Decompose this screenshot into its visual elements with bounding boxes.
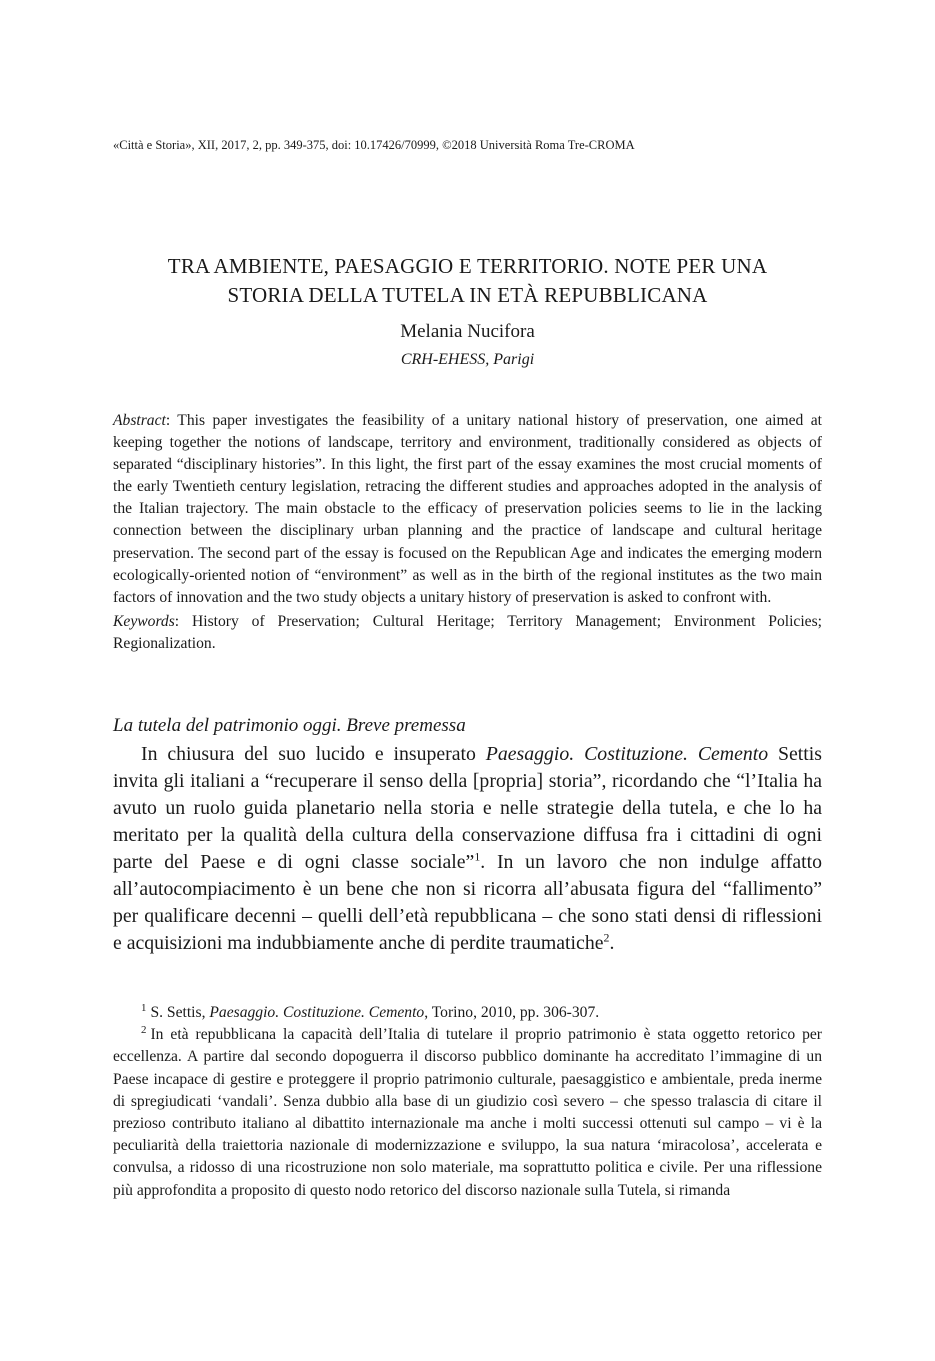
- title-line-2: STORIA DELLA TUTELA IN ETÀ REPUBBLICANA: [227, 283, 708, 307]
- keywords-paragraph: [113, 611, 822, 655]
- footnotes: [113, 1002, 822, 1202]
- author-affiliation: CRH-EHESS, Parigi: [400, 351, 535, 368]
- section-heading: La tutela del patrimonio oggi. Breve premessa: [113, 715, 466, 736]
- footnote-2: [113, 1024, 822, 1202]
- footnote-ref-1[interactable]: 1: [474, 849, 481, 864]
- author-name: Melania Nucifora: [400, 321, 535, 342]
- keywords-text: : History of Preservation; Cultural Heritage; Territory Management; Environment Policies; Regionalization.: [113, 612, 822, 652]
- footnote-text: , Torino, 2010, pp. 306-307.: [424, 1004, 600, 1021]
- article-title: [113, 252, 822, 310]
- body-paragraph: [113, 741, 822, 957]
- body-text-segment: In chiusura del suo lucido e insuperato: [141, 743, 486, 765]
- body-text: [113, 741, 822, 957]
- abstract-block: [113, 410, 822, 655]
- keywords-label: Keywords: [113, 612, 175, 630]
- book-title-italic: Paesaggio. Costituzione. Cemento: [485, 743, 769, 765]
- footnote-number: 1: [141, 1001, 147, 1014]
- body-text-segment: .: [609, 932, 615, 954]
- footnote-italic: Paesaggio. Costituzione. Cemento: [209, 1004, 425, 1021]
- running-head: «Città e Storia», XII, 2017, 2, pp. 349-375, doi: 10.17426/70999, ©2018 Università Roma Tre-CROMA: [113, 138, 635, 152]
- body-text-segment: . In un lavoro che non indulge affatto all’autocompiacimento è un bene che non si ricorra all’abusata figura del “fallimento” per qualificare decenni – quelli dell’età repubblicana – che sono stati densi di riflessioni e acquisizioni ma indubbiamente anche di perdite traumatiche: [113, 851, 823, 954]
- abstract-paragraph: [113, 410, 822, 609]
- abstract-text: : This paper investigates the feasibility of a unitary national history of preservation, one aimed at keeping together the notions of landscape, territory and environment, traditionally considered as objects of separated “disciplinary histories”. In this light, the first part of the essay examines the most crucial moments of the early Twentieth century legislation, retracing the different studies and approaches adopted in the analysis of the Italian trajectory. The main obstacle to the efficacy of preservation policies seems to lie in the lacking connection between the disciplinary urban planning and the practice of landscape and cultural heritage preservation. The second part of the essay is focused on the Republican Age and indicates the emerging modern ecologically-oriented notion of “environment” as well as in the birth of the regional institutes as the two main factors of innovation and the two study objects a unitary history of preservation is asked to confront with.: [113, 412, 822, 606]
- footnote-text: In età repubblicana la capacità dell’Italia di tutelare il proprio patrimonio è stata oggetto retorico per eccellenza. A partire dal secondo dopoguerra il discorso pubblico dominante ha accreditato l’immagine di un Paese incapace di gestire e proteggere il proprio patrimonio culturale, paesaggistico e ambientale, preda inerme di spregiudicati ‘vandali’. Senza dubbio alla base di un giudizio così severo – che spesso tralascia di citare il prezioso contributo italiano al dibattito internazionale ma anche i molti successi ottenuti sul campo – vi è la peculiarità della traiettoria nazionale di modernizzazione e sviluppo, la sua natura ‘miracolosa’, accelerata e convulsa, a ridosso di una ricostruzione non solo materiale, ma soprattutto politica e civile. Per una riflessione più approfondita a proposito di questo nodo retorico del discorso nazionale sulla Tutela, si rimanda: [113, 1026, 822, 1199]
- footnote-text: S. Settis,: [150, 1004, 210, 1021]
- footnote-ref-2[interactable]: 2: [603, 930, 610, 945]
- footnote-1: [113, 1002, 822, 1024]
- body-text-segment: Settis invita gli italiani a “recuperare il senso della [propria] storia”, ricordando che “l’Italia ha avuto un ruolo guida planetario nella storia e nelle strategie della tutela, e che lo ha meritato per la qualità della cultura della conservazione diffusa fra i cittadini di ogni parte del Paese e di ogni classe sociale”: [113, 743, 822, 873]
- footnote-number: 2: [141, 1024, 147, 1037]
- title-line-1: TRA AMBIENTE, PAESAGGIO E TERRITORIO. NOTE PER UNA: [167, 254, 768, 278]
- abstract-label: Abstract: [113, 412, 166, 429]
